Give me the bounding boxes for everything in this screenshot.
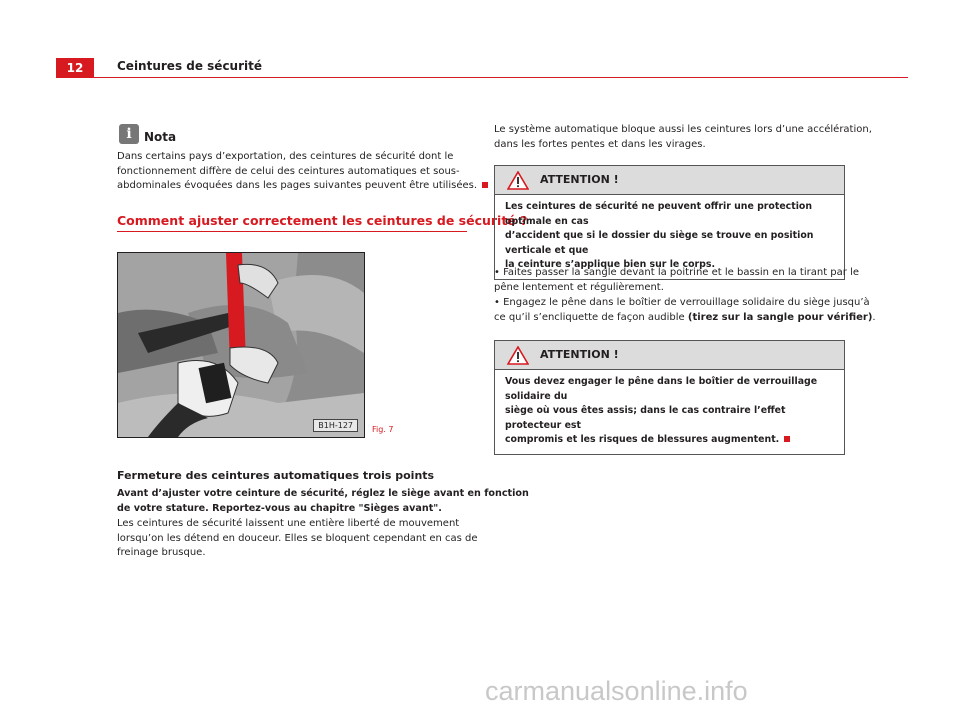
locking-paragraph — [494, 123, 872, 152]
warning-text — [495, 370, 844, 454]
header-rule — [56, 77, 908, 78]
fastening-heading: Fermeture des ceintures automatiques trois points — [117, 469, 435, 482]
warning-line-text: compromis et les risques de blessures augmentent. — [505, 434, 780, 445]
bullet-text: ce qu’il s’encliquette de façon audible — [494, 311, 688, 323]
warning-label: ATTENTION ! — [540, 348, 619, 361]
warning-line: d’accident que si le dossier du siège se trouve en position verticale et que — [505, 230, 814, 256]
intro-line: de votre stature. Reportez-vous au chapitre "Sièges avant". — [117, 502, 442, 514]
para-line: Le système automatique bloque aussi les ceintures lors d’une accélération, — [494, 124, 872, 135]
warning-header — [495, 166, 844, 195]
body-line: Les ceintures de sécurité laissent une entière liberté de mouvement — [117, 518, 460, 529]
warning-triangle-icon — [507, 171, 529, 190]
bullet-line: • Faites passer la sangle devant la poitrine et le bassin en la tirant par le — [494, 267, 860, 278]
figure-caption: Fig. 7 — [372, 425, 394, 434]
warning-line: Les ceintures de sécurité ne peuvent offrir une protection optimale en cas — [505, 201, 813, 227]
fastening-body — [117, 517, 478, 561]
warning-line: Vous devez engager le pêne dans le boîtier de verrouillage solidaire du — [505, 376, 818, 402]
figure-code: B1H-127 — [313, 419, 358, 432]
intro-line: Avant d’ajuster votre ceinture de sécurité, réglez le siège avant en fonction — [117, 488, 529, 499]
seatbelt-illustration — [118, 253, 364, 437]
bullet-1 — [494, 266, 859, 295]
para-line: dans les fortes pentes et dans les virages. — [494, 138, 706, 150]
page-number: 12 — [56, 58, 94, 78]
note-text — [117, 150, 488, 194]
warning-box-1 — [494, 165, 845, 280]
bullet-line: • Engagez le pêne dans le boîtier de verrouillage solidaire du siège jusqu’à — [494, 297, 870, 308]
body-line: freinage brusque. — [117, 547, 206, 558]
body-line: lorsqu’on les détend en douceur. Elles se bloquent cependant en cas de — [117, 532, 478, 544]
note-line: fonctionnement diffère de celui des ceintures automatiques et sous- — [117, 165, 460, 177]
watermark: carmanualsonline.info — [485, 676, 748, 706]
warning-line: siège où vous êtes assis; dans le cas contraire l’effet protecteur est — [505, 405, 786, 431]
bullet-end: . — [872, 311, 876, 323]
chapter-title: Ceintures de sécurité — [117, 59, 263, 73]
warning-header — [495, 341, 844, 370]
warning-line — [505, 433, 834, 448]
note-line: Dans certains pays d’exportation, des ceintures de sécurité dont le — [117, 151, 454, 162]
note-info-icon: i — [119, 124, 139, 144]
warning-line: la ceinture s’applique bien sur le corps. — [505, 259, 716, 270]
note-line-text: abdominales évoquées dans les pages suivantes peuvent être utilisées. — [117, 180, 478, 191]
figure-seatbelt-buckle — [117, 252, 365, 438]
warning-label: ATTENTION ! — [540, 173, 619, 186]
warning-triangle-icon — [507, 346, 529, 365]
bullet-bold-text: (tirez sur la sangle pour vérifier) — [687, 311, 873, 323]
note-line — [117, 179, 488, 194]
bullet-2 — [494, 296, 876, 325]
section-rule — [117, 231, 467, 232]
section-title: Comment ajuster correctement les ceintures de sécurité ? — [117, 213, 528, 228]
end-mark-icon — [784, 436, 790, 442]
end-mark-icon — [482, 182, 488, 188]
warning-box-2 — [494, 340, 845, 455]
bullet-line — [494, 311, 876, 326]
fastening-intro — [117, 487, 529, 516]
note-title: Nota — [144, 130, 177, 144]
bullet-line: pêne lentement et régulièrement. — [494, 281, 664, 293]
